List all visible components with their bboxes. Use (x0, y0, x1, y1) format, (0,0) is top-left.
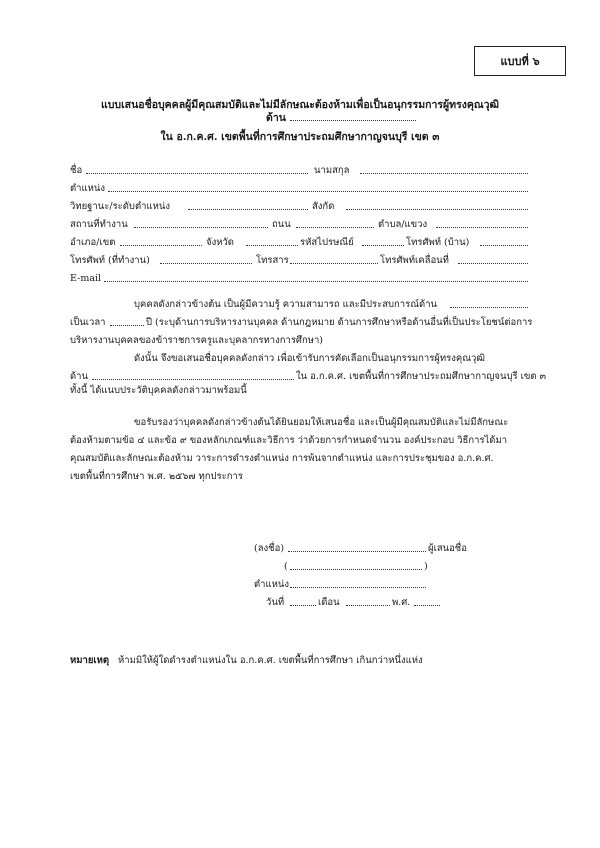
sign-label: (ลงชื่อ) (254, 543, 285, 554)
surname-blank[interactable] (360, 173, 528, 174)
p3-line-3 (0, 452, 600, 466)
sign-position-blank[interactable] (290, 587, 426, 588)
label-name: ชื่อ (70, 165, 83, 176)
label-position: ตำแหน่ง (70, 183, 106, 194)
title-field-label: ด้าน (266, 112, 286, 124)
p1-text-3: บริหารงานบุคคลของข้าราชการครูและบุคลากรทางการศึกษา) (70, 335, 324, 346)
sign-name-line (0, 560, 600, 574)
label-mobile: โทรศัพท์เคลื่อนที่ (380, 255, 449, 266)
position-blank[interactable] (108, 191, 528, 192)
academic-standing-blank[interactable] (188, 209, 308, 210)
form-number-box (474, 46, 566, 76)
email-blank[interactable] (104, 281, 528, 282)
title-line-1: แบบเสนอชื่อบุคคลผู้มีคุณสมบัติและไม่มีลักษณะต้องห้ามเพื่อเป็นอนุกรรมการผู้ทรงคุณวุฒิ (100, 99, 500, 111)
label-fax: โทรสาร (256, 255, 289, 266)
fax-blank[interactable] (290, 263, 378, 264)
title-line-3: ใน อ.ก.ค.ศ. เขตพื้นที่การศึกษาประถมศึกษากาญจนบุรี เขต ๓ (160, 131, 440, 143)
month-blank[interactable] (346, 605, 390, 606)
signature-blank[interactable] (288, 551, 426, 552)
row-standing (0, 200, 600, 214)
row-position (0, 182, 600, 196)
sign-line (0, 542, 600, 556)
district-blank[interactable] (120, 245, 202, 246)
p2-text-3: ทั้งนี้ ได้แนบประวัติบุคคลดังกล่าวมาพร้อมนี้ (70, 385, 247, 396)
p2-line-2 (0, 370, 600, 384)
close-paren: ) (424, 561, 428, 572)
p1-text-2b: ปี (ระบุด้านการบริหารงานบุคคล ด้านกฎหมาย ด้านการศึกษาหรือด้านอื่นที่เป็นประโยชน์ต่อการ (146, 317, 533, 328)
p2-line-3 (0, 384, 600, 398)
road-blank[interactable] (296, 227, 374, 228)
title-line-2 (0, 111, 600, 125)
proposed-field-blank[interactable] (92, 379, 294, 380)
label-home-phone: โทรศัพท์ (บ้าน) (406, 237, 470, 248)
label-work-phone: โทรศัพท์ (ที่ทำงาน) (70, 255, 150, 266)
p2-text-2b: ใน อ.ก.ค.ศ. เขตพื้นที่การศึกษาประถมศึกษากาญจนบุรี เขต ๓ (296, 371, 547, 382)
p1-text-1: บุคคลดังกล่าวข้างต้น เป็นผู้มีความรู้ ความสามารถ และมีประสบการณ์ด้าน (134, 299, 438, 310)
p1-text-2a: เป็นเวลา (70, 317, 106, 328)
sign-date-line (0, 596, 600, 610)
label-surname: นามสกุล (314, 165, 350, 176)
row-district (0, 236, 600, 250)
p2-line-1 (0, 352, 600, 366)
p3-line-2 (0, 434, 600, 448)
work-phone-blank[interactable] (160, 263, 252, 264)
p1-line-3 (0, 334, 600, 348)
sign-position-label: ตำแหน่ง (254, 579, 290, 590)
year-blank[interactable] (414, 605, 440, 606)
row-email (0, 272, 600, 286)
name-blank[interactable] (86, 173, 308, 174)
title-field-blank[interactable] (290, 120, 416, 121)
home-phone-blank[interactable] (480, 245, 528, 246)
p1-line-1 (0, 298, 600, 312)
remark (0, 654, 600, 668)
p3-text-1: ขอรับรองว่าบุคคลดังกล่าวข้างต้นได้ยินยอมให้เสนอชื่อ และเป็นผู้มีคุณสมบัติและไม่มีลักษณะ (134, 417, 509, 428)
experience-field-blank[interactable] (450, 307, 528, 308)
proposer-label: ผู้เสนอชื่อ (428, 543, 467, 554)
p1-line-2 (0, 316, 600, 330)
label-road: ถนน (272, 219, 291, 230)
label-email: E-mail (70, 273, 102, 284)
p3-line-4 (0, 470, 600, 484)
province-blank[interactable] (246, 245, 298, 246)
label-workplace: สถานที่ทำงาน (70, 219, 128, 230)
p2-text-2a: ด้าน (70, 371, 88, 382)
years-blank[interactable] (110, 325, 144, 326)
remark-text: ห้ามมิให้ผู้ใดดำรงตำแหน่งใน อ.ก.ค.ศ. เขตพื้นที่การศึกษา เกินกว่าหนึ่งแห่ง (118, 655, 423, 666)
remark-label: หมายเหตุ (70, 655, 110, 666)
p3-text-4: เขตพื้นที่การศึกษา พ.ศ. ๒๕๖๗ ทุกประการ (70, 471, 243, 482)
label-academic-standing: วิทยฐานะ/ระดับตำแหน่ง (70, 201, 170, 212)
row-phones (0, 254, 600, 268)
open-paren: ( (284, 561, 288, 572)
form-number: แบบที่ ๖ (500, 55, 540, 68)
p3-line-1 (0, 416, 600, 430)
date-month-label: เดือน (318, 597, 340, 608)
p3-text-2: ต้องห้ามตามข้อ ๔ และข้อ ๙ ของหลักเกณฑ์และวิธีการ ว่าด้วยการกำหนดจำนวน องค์ประกอบ วิธีการได้มา (70, 435, 508, 446)
row-workplace (0, 218, 600, 232)
label-affiliation: สังกัด (312, 201, 335, 212)
sign-position-line (0, 578, 600, 592)
postal-code-blank[interactable] (362, 245, 404, 246)
date-year-label: พ.ศ. (392, 597, 411, 608)
printed-name-blank[interactable] (290, 569, 422, 570)
subdistrict-blank[interactable] (436, 227, 528, 228)
label-district: อำเภอ/เขต (70, 237, 116, 248)
label-postal-code: รหัสไปรษณีย์ (300, 237, 354, 248)
day-blank[interactable] (290, 605, 316, 606)
affiliation-blank[interactable] (346, 209, 528, 210)
label-province: จังหวัด (206, 237, 234, 248)
workplace-blank[interactable] (134, 227, 268, 228)
label-subdistrict: ตำบล/แขวง (378, 219, 428, 230)
mobile-blank[interactable] (458, 263, 528, 264)
date-day-label: วันที่ (266, 597, 285, 608)
p2-text-1: ดังนั้น จึงขอเสนอชื่อบุคคลดังกล่าว เพื่อเข้ารับการคัดเลือกเป็นอนุกรรมการผู้ทรงคุณวุฒิ (134, 353, 485, 364)
p3-text-3: คุณสมบัติและลักษณะต้องห้าม วาระการดำรงตำแหน่ง การพ้นจากตำแหน่ง และการประชุมของ อ.ก.ค.ศ. (70, 453, 494, 464)
row-name (0, 164, 600, 178)
